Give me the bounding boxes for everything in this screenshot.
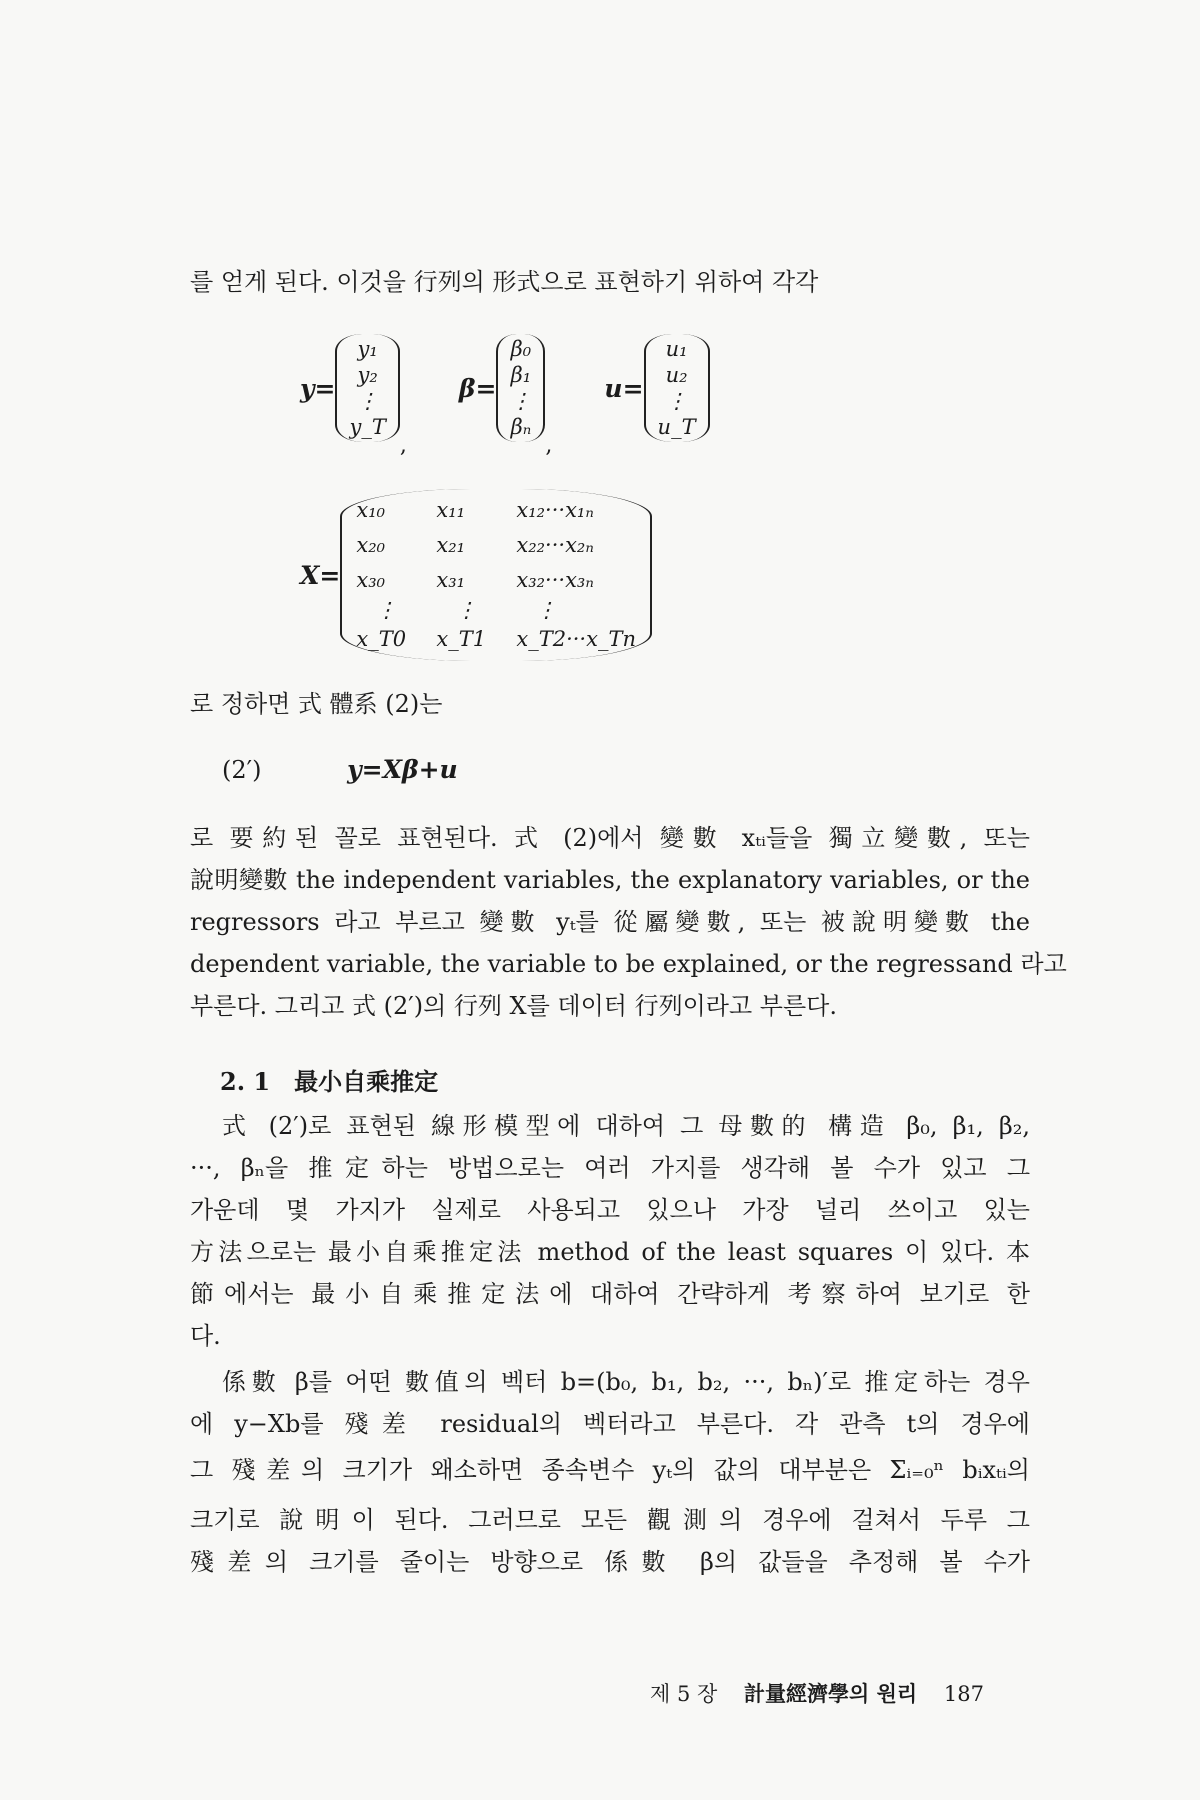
u-vector-entry: u_T — [657, 415, 696, 439]
matrix-row — [342, 528, 650, 563]
paragraph-line: 式 (2′)로 표현된 線形模型에 대하여 그 母數的 構造 β₀, β₁, β₂, — [222, 1112, 1030, 1140]
paragraph-line: 節에서는 最小自乘推定法에 대하여 간략하게 考察하여 보기로 한 — [190, 1280, 1030, 1308]
y-vector-entry: y_T — [349, 415, 386, 439]
vector-definitions — [300, 318, 710, 458]
matrix-cell: ⋮ — [455, 598, 477, 622]
matrix-row — [342, 563, 650, 598]
matrix-row — [342, 622, 650, 657]
matrix-cell: ⋮ — [375, 598, 397, 622]
u-vector-label: u= — [604, 373, 644, 403]
equation-text: y=Xβ+u — [347, 755, 458, 784]
beta-vector-entry: ⋮ — [510, 389, 532, 413]
y-vector-entry: y₂ — [357, 363, 378, 387]
page-footer — [650, 1678, 984, 1708]
matrix-row — [342, 493, 650, 528]
matrix-cell: x₁₀ — [356, 498, 386, 522]
y-vector-entry: y₁ — [357, 337, 378, 361]
y-vector — [335, 334, 399, 442]
intro-line: 를 얻게 된다. 이것을 行列의 形式으로 표현하기 위하여 각각 — [190, 268, 819, 296]
matrix-cell: x₂₀ — [356, 533, 386, 557]
chapter-title: 計量經濟學의 원리 — [743, 1681, 918, 1706]
paragraph-line: 說明變數 the independent variables, the explanatory variables, or the — [190, 866, 1030, 894]
paragraph-line: regressors 라고 부르고 變數 yₜ를 從屬變數, 또는 被說明變數 the — [190, 908, 1030, 936]
matrix-cell: x₁₁ — [436, 498, 466, 522]
u-vector-entry: ⋮ — [666, 389, 688, 413]
paragraph-line: 크기로 說明이 된다. 그러므로 모든 觀測의 경우에 걸쳐서 두루 그 — [190, 1506, 1030, 1534]
beta-vector-entry: β₀ — [510, 337, 532, 361]
matrix-cell: x₃₂···x₃ₙ — [516, 568, 594, 592]
data-matrix-definition — [300, 480, 652, 670]
matrix-cell: x₂₁ — [436, 533, 466, 557]
chapter-label: 제 5 장 — [650, 1682, 718, 1706]
paragraph-line: ···, βₙ을 推定하는 방법으로는 여러 가지를 생각해 볼 수가 있고 그 — [190, 1154, 1030, 1182]
matrix-cell: x₃₁ — [436, 568, 466, 592]
equation-number: (2′) — [222, 756, 262, 784]
u-vector-entry: u₂ — [665, 363, 688, 387]
matrix-cell: ⋮ — [535, 598, 557, 622]
comma: , — [545, 433, 553, 458]
beta-vector-entry: β₁ — [510, 363, 532, 387]
matrix-label: X= — [300, 560, 341, 590]
paragraph-line: 가운데 몇 가지가 실제로 사용되고 있으나 가장 널리 쓰이고 있는 — [190, 1196, 1030, 1224]
matrix-cell: x₃₀ — [356, 568, 386, 592]
u-vector — [644, 334, 710, 442]
paragraph-line: 殘差의 크기를 줄이는 방향으로 係數 β의 값들을 추정해 볼 수가 — [190, 1548, 1030, 1576]
paragraph-line: 로 要約된 꼴로 표현된다. 式 (2)에서 變數 xₜᵢ들을 獨立變數, 또는 — [190, 824, 1030, 852]
matrix-cell: x_T1 — [436, 627, 487, 651]
paragraph-line: dependent variable, the variable to be explained, or the regressand 라고 — [190, 950, 1067, 978]
paragraph-line: 係數 β를 어떤 數值의 벡터 b=(b₀, b₁, b₂, ···, bₙ)′로 推定하는 경우 — [222, 1368, 1030, 1396]
transition-line: 로 정하면 式 體系 (2)는 — [190, 690, 443, 718]
paragraph-line: 그 殘差의 크기가 왜소하면 종속변수 yₜ의 값의 대부분은 Σᵢ₌₀ⁿ bᵢxₜᵢ의 — [190, 1456, 1030, 1484]
beta-vector-entry: βₙ — [510, 415, 532, 439]
section-heading: 2. 1 最小自乘推定 — [220, 1067, 439, 1096]
paragraph-line: 方法으로는 最小自乘推定法 method of the least squares 이 있다. 本 — [190, 1238, 1030, 1266]
equation-2-prime — [222, 750, 1062, 790]
y-vector-label: y= — [300, 373, 336, 403]
matrix-cell: x_T2···x_Tn — [516, 627, 636, 651]
beta-vector — [496, 334, 545, 442]
beta-vector-label: β= — [458, 373, 497, 403]
page-number: 187 — [943, 1682, 984, 1706]
matrix-cell: x₁₂···x₁ₙ — [516, 498, 594, 522]
y-vector-entry: ⋮ — [357, 389, 379, 413]
comma: , — [399, 433, 407, 458]
paragraph-line: 다. — [190, 1322, 221, 1350]
matrix-cell: x₂₂···x₂ₙ — [516, 533, 594, 557]
data-matrix — [340, 489, 652, 661]
paragraph-line: 에 y−Xb를 殘差 residual의 벡터라고 부른다. 각 관측 t의 경우에 — [190, 1410, 1030, 1438]
matrix-cell: x_T0 — [356, 627, 407, 651]
matrix-row — [342, 598, 650, 622]
u-vector-entry: u₁ — [665, 337, 688, 361]
paragraph-line: 부른다. 그리고 式 (2′)의 行列 X를 데이터 行列이라고 부른다. — [190, 992, 837, 1020]
